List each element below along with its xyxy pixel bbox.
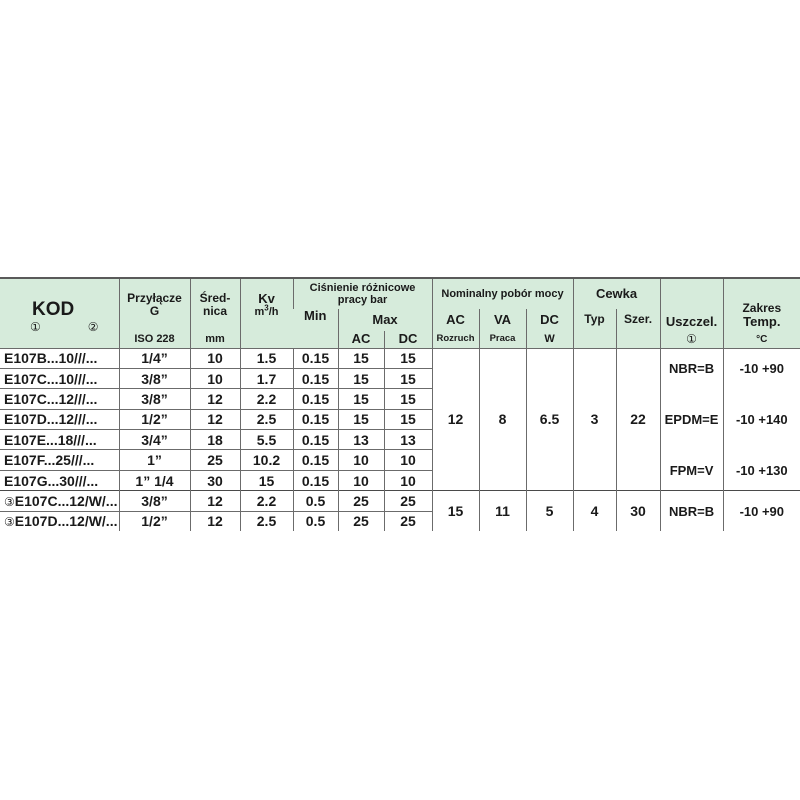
header-max-ac: AC <box>338 331 384 348</box>
kod-cell <box>0 470 119 490</box>
min-cell: 0.5 <box>293 491 338 511</box>
max-dc-cell: 15 <box>384 368 432 388</box>
kv-unit-tail: /h <box>268 306 279 319</box>
header-srednica-unit: mm <box>190 331 240 348</box>
kv-cell: 2.2 <box>240 491 293 511</box>
max-dc-cell: 15 <box>384 409 432 429</box>
header-pobor: Nominalny pobór mocy <box>432 278 573 309</box>
pobor-va-cell: 11 <box>479 491 526 531</box>
max-ac-cell: 10 <box>338 470 384 490</box>
max-dc-cell: 10 <box>384 470 432 490</box>
kv-cell: 2.5 <box>240 409 293 429</box>
srednica-cell: 12 <box>190 511 240 531</box>
min-cell: 0.15 <box>293 470 338 490</box>
przylacze-cell: 1” <box>119 450 190 470</box>
header-max: Max <box>338 309 432 331</box>
cisnienie-label-1: Ciśnienie różnicowe <box>309 281 416 294</box>
cewka-typ-cell: 3 <box>573 348 616 491</box>
seal-cell: NBR=B <box>660 348 723 389</box>
przylacze-cell: 1/4” <box>119 348 190 368</box>
kv-cell: 2.2 <box>240 389 293 409</box>
przylacze-cell: 3/4” <box>119 430 190 450</box>
kv-cell: 1.7 <box>240 368 293 388</box>
table-row <box>0 348 800 368</box>
valve-spec-table <box>0 277 800 531</box>
kv-unit-sup: 3 <box>264 303 269 313</box>
kod-title: KOD <box>32 299 75 321</box>
table-row <box>0 389 800 409</box>
kv-label: Kv <box>258 290 275 306</box>
max-ac-cell: 15 <box>338 368 384 388</box>
zakres-label-2: Temp. <box>743 313 781 329</box>
kod-cell <box>0 430 119 450</box>
seal-cell: NBR=B <box>660 491 723 531</box>
header-uszczel-mark: ① <box>660 331 723 348</box>
table-body <box>0 348 800 531</box>
srednica-cell: 18 <box>190 430 240 450</box>
kod-cell <box>0 368 119 388</box>
srednica-cell: 10 <box>190 348 240 368</box>
header-pobor-ac: AC <box>432 309 479 331</box>
kv-cell: 15 <box>240 470 293 490</box>
max-dc-cell: 25 <box>384 491 432 511</box>
header-uszczel: Uszczel. <box>660 278 723 331</box>
header-pobor-dc: DC <box>526 309 573 331</box>
srednica-label-2: nica <box>202 304 227 318</box>
kv-cell: 2.5 <box>240 511 293 531</box>
srednica-cell: 30 <box>190 470 240 490</box>
kv-cell: 1.5 <box>240 348 293 368</box>
max-ac-cell: 15 <box>338 348 384 368</box>
pobor-ac-cell: 12 <box>432 348 479 491</box>
przylacze-cell: 1/2” <box>119 409 190 429</box>
max-ac-cell: 10 <box>338 450 384 470</box>
min-cell: 0.5 <box>293 511 338 531</box>
kod-value: E107D...12/W/... <box>14 513 118 530</box>
header-pobor-dc-sub: W <box>526 331 573 348</box>
kod-cell <box>0 409 119 429</box>
kod-value: E107E...18///... <box>4 431 97 448</box>
table-header <box>0 278 800 348</box>
przylacze-cell: 3/8” <box>119 368 190 388</box>
cewka-typ-cell: 4 <box>573 491 616 531</box>
kod-cell <box>0 450 119 470</box>
kod-cell <box>0 491 119 511</box>
footnote-prefix: ③ <box>4 515 15 530</box>
srednica-cell: 12 <box>190 409 240 429</box>
footnote-mark-2: ② <box>87 320 99 335</box>
max-dc-cell: 15 <box>384 348 432 368</box>
temp-cell: -10 +130 <box>723 450 800 491</box>
seal-cell: EPDM=E <box>660 389 723 450</box>
min-cell: 0.15 <box>293 389 338 409</box>
header-przylacze <box>119 278 190 331</box>
header-cewka-typ: Typ <box>573 309 616 348</box>
header-kod <box>0 278 119 348</box>
srednica-cell: 12 <box>190 491 240 511</box>
cisnienie-label-2: pracy bar <box>337 294 388 306</box>
header-max-dc: DC <box>384 331 432 348</box>
footnote-prefix: ③ <box>4 494 15 509</box>
min-cell: 0.15 <box>293 348 338 368</box>
kod-value: E107F...25///... <box>4 452 95 469</box>
temp-cell: -10 +90 <box>723 348 800 389</box>
cewka-szer-cell: 22 <box>616 348 660 491</box>
cewka-szer-cell: 30 <box>616 491 660 531</box>
table-row <box>0 491 800 511</box>
header-pobor-va: VA <box>479 309 526 331</box>
srednica-label-1: Śred- <box>199 290 231 305</box>
pobor-va-cell: 8 <box>479 348 526 491</box>
footnote-mark-1: ① <box>30 320 41 335</box>
temp-cell: -10 +140 <box>723 389 800 450</box>
kod-marks <box>0 321 119 334</box>
kod-value: E107G...30///... <box>4 472 99 489</box>
header-cewka: Cewka <box>573 278 660 309</box>
header-kv-blank <box>240 331 293 348</box>
header-zakres <box>723 278 800 331</box>
max-dc-cell: 10 <box>384 450 432 470</box>
przylacze-cell: 1/2” <box>119 511 190 531</box>
kv-cell: 10.2 <box>240 450 293 470</box>
przylacze-cell: 1” 1/4 <box>119 470 190 490</box>
min-cell: 0.15 <box>293 409 338 429</box>
table-row <box>0 450 800 470</box>
kod-value: E107B...10///... <box>4 350 98 367</box>
kod-value: E107C...12///... <box>4 390 98 407</box>
header-cisnienie <box>293 278 432 309</box>
pobor-dc-cell: 6.5 <box>526 348 573 491</box>
przylacze-cell: 3/8” <box>119 491 190 511</box>
kod-cell <box>0 348 119 368</box>
header-pobor-ac-sub: Rozruch <box>432 331 479 348</box>
max-ac-cell: 25 <box>338 491 384 511</box>
kod-value: E107D...12///... <box>4 411 98 428</box>
max-dc-cell: 25 <box>384 511 432 531</box>
seal-cell: FPM=V <box>660 450 723 491</box>
zakres-label-1: Zakres <box>742 300 782 315</box>
max-ac-cell: 15 <box>338 389 384 409</box>
srednica-cell: 12 <box>190 389 240 409</box>
kv-unit-base: m <box>254 306 265 319</box>
kod-cell <box>0 389 119 409</box>
header-pobor-va-sub: Praca <box>479 331 526 348</box>
srednica-cell: 10 <box>190 368 240 388</box>
przylacze-cell: 3/8” <box>119 389 190 409</box>
min-cell: 0.15 <box>293 450 338 470</box>
max-dc-cell: 13 <box>384 430 432 450</box>
header-min: Min <box>293 309 338 348</box>
kv-unit <box>241 303 293 319</box>
header-cewka-szer: Szer. <box>616 309 660 348</box>
header-srednica <box>190 278 240 331</box>
kod-value: E107C...12/W/... <box>14 492 118 509</box>
header-przylacze-unit: ISO 228 <box>119 331 190 348</box>
kod-value: E107C...10///... <box>4 370 98 387</box>
min-cell: 0.15 <box>293 368 338 388</box>
temp-cell: -10 +90 <box>723 491 800 531</box>
pobor-ac-cell: 15 <box>432 491 479 531</box>
kv-cell: 5.5 <box>240 430 293 450</box>
min-cell: 0.15 <box>293 430 338 450</box>
przylacze-label: Przyłącze <box>127 290 182 305</box>
header-zakres-unit: °C <box>723 331 800 348</box>
max-ac-cell: 25 <box>338 511 384 531</box>
kod-cell <box>0 511 119 531</box>
header-kv <box>240 278 293 331</box>
przylacze-g-label: G <box>149 304 160 318</box>
max-dc-cell: 15 <box>384 389 432 409</box>
max-ac-cell: 15 <box>338 409 384 429</box>
pobor-dc-cell: 5 <box>526 491 573 531</box>
max-ac-cell: 13 <box>338 430 384 450</box>
srednica-cell: 25 <box>190 450 240 470</box>
